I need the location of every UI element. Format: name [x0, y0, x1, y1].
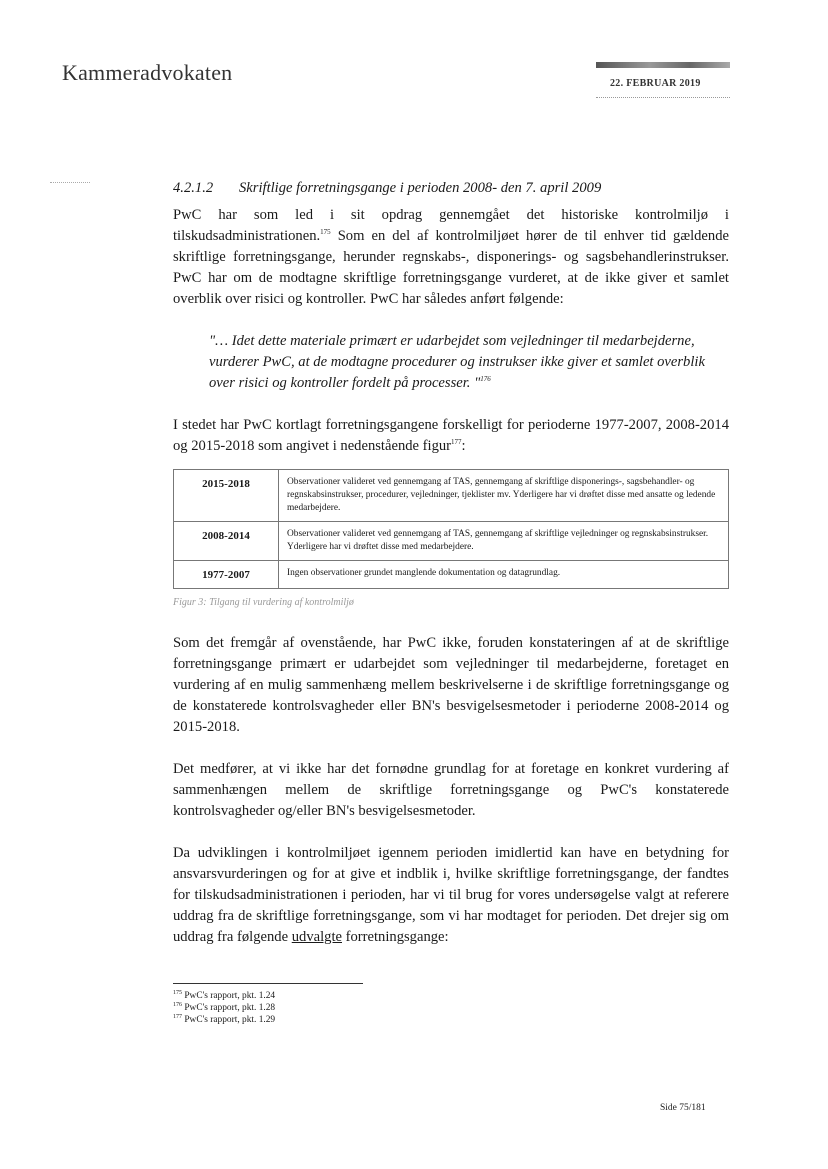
page-number: Side 75/181: [660, 1103, 706, 1113]
observation-cell: Ingen observationer grundet manglende dokumentation og datagrundlag.: [279, 561, 729, 589]
paragraph-1-part-a: PwC har som led i sit opdrag gennemgået det historiske kontrolmiljø i tilskudsadministrationen.: [173, 207, 729, 244]
date-rule: [596, 97, 730, 98]
document-date: 22. FEBRUAR 2019: [610, 78, 701, 89]
footnote-176: [173, 1002, 275, 1014]
section-heading: [173, 178, 729, 199]
table-row: [174, 470, 729, 522]
margin-marker: [50, 182, 90, 183]
footnote-divider: [173, 983, 363, 984]
quote-text: "… Idet dette materiale primært er udarbejdet som vejledninger til medarbejderne, vurderer PwC, at de modtagne procedurer og instrukser ikke giver et samlet overblik over risici og kontroller fordelt på processer. ": [209, 333, 705, 391]
footnote-ref-177[interactable]: 177: [451, 438, 462, 446]
paragraph-2-text: I stedet har PwC kortlagt forretningsgangene forskelligt for perioderne 1977-2007, 2008-2014 og 2015-2018 som angivet i nedenstående figur: [173, 417, 729, 454]
footnote-ref-175[interactable]: 175: [320, 228, 331, 236]
paragraph-1-part-b: Som en del af kontrolmiljøet hører de til enhver tid gældende skriftlige forretningsgange, herunder regnskabs-, disponerings- og sagsbehandlerinstrukser. PwC har om de modtagne skriftlige forretningsgange vurderet, at de ikke giver et samlet overblik over risici og kontroller. PwC har således anført følgende:: [173, 228, 729, 307]
observation-cell: Observationer valideret ved gennemgang af TAS, gennemgang af skriftlige vejledninger og regnskabsinstrukser. Yderligere har vi drøftet disse med medarbejdere.: [279, 522, 729, 561]
footnote-number: 177: [173, 1014, 182, 1020]
paragraph-3: Som det fremgår af ovenstående, har PwC ikke, foruden konstateringen af at de skriftlige forretningsgange primært er udarbejdet som vejledninger til medarbejderne, foretaget en vurdering af en mulig sammenhæng mellem beskrivelserne i de skriftlige forretningsgange og de konstaterede kontrolsvagheder eller BN's besvigelsesmetoder i perioderne 2008-2014 og 2015-2018.: [173, 635, 729, 735]
footnote-177: [173, 1014, 275, 1026]
footnote-175: [173, 990, 275, 1002]
footnote-text: PwC's rapport, pkt. 1.24: [184, 991, 276, 1001]
paragraph-5: [173, 843, 729, 948]
footnote-text: PwC's rapport, pkt. 1.29: [184, 1015, 276, 1025]
kammeradvokaten-logo: Kammeradvokaten: [62, 60, 233, 85]
section-title: Skriftlige forretningsgange i perioden 2008- den 7. april 2009: [239, 180, 602, 196]
paragraph-2-end: :: [461, 438, 466, 454]
paragraph-5-part-a: Da udviklingen i kontrolmiljøet igennem perioden imidlertid kan have en betydning for ansvarsvurderingen og for at give et indblik i, hvilke skriftlige forretningsgange, der fandtes for tilskudsadministrationen i perioden, har vi til brug for vores undersøgelse valgt at referere uddrag fra de skriftlige forretningsgange, som vi har modtaget for perioden. Det drejer sig om uddrag fra følgende: [173, 845, 729, 945]
table-row: [174, 522, 729, 561]
section-number: 4.2.1.2: [173, 180, 214, 196]
observation-cell: Observationer valideret ved gennemgang af TAS, gennemgang af skriftlige disponerings-, sagsbehandler- og regnskabsinstrukser, procedurer, vejledninger, tjeklister mv. Yderligere har vi drøftet disse med ansatte og ledende medarbejdere.: [279, 470, 729, 522]
period-cell: 2008-2014: [174, 522, 279, 561]
date-bar-decoration: [596, 62, 730, 68]
figure-table: [173, 469, 729, 589]
footnotes: [173, 990, 275, 1026]
footnote-text: PwC's rapport, pkt. 1.28: [184, 1003, 276, 1013]
main-content: [173, 178, 729, 969]
paragraph-4: Det medfører, at vi ikke har det fornødne grundlag for at foretage en konkret vurdering af sammenhængen mellem de skriftlige forretningsgange og PwC's konstaterede kontrolsvagheder og/eller BN's besvigelsesmetoder.: [173, 761, 729, 819]
paragraph-1: [173, 205, 729, 310]
paragraph-2: [173, 415, 729, 457]
block-quote: [209, 331, 719, 394]
footnote-number: 176: [173, 1002, 182, 1008]
date-block: [596, 62, 730, 98]
period-cell: 1977-2007: [174, 561, 279, 589]
underlined-word: udvalgte: [291, 929, 342, 945]
period-cell: 2015-2018: [174, 470, 279, 522]
paragraph-5-part-b: forretningsgange:: [342, 929, 449, 945]
footnote-number: 175: [173, 990, 182, 996]
figure-caption: Figur 3: Tilgang til vurdering af kontrolmiljø: [173, 597, 354, 608]
footnote-ref-176[interactable]: 176: [480, 375, 491, 383]
table-row: [174, 561, 729, 589]
